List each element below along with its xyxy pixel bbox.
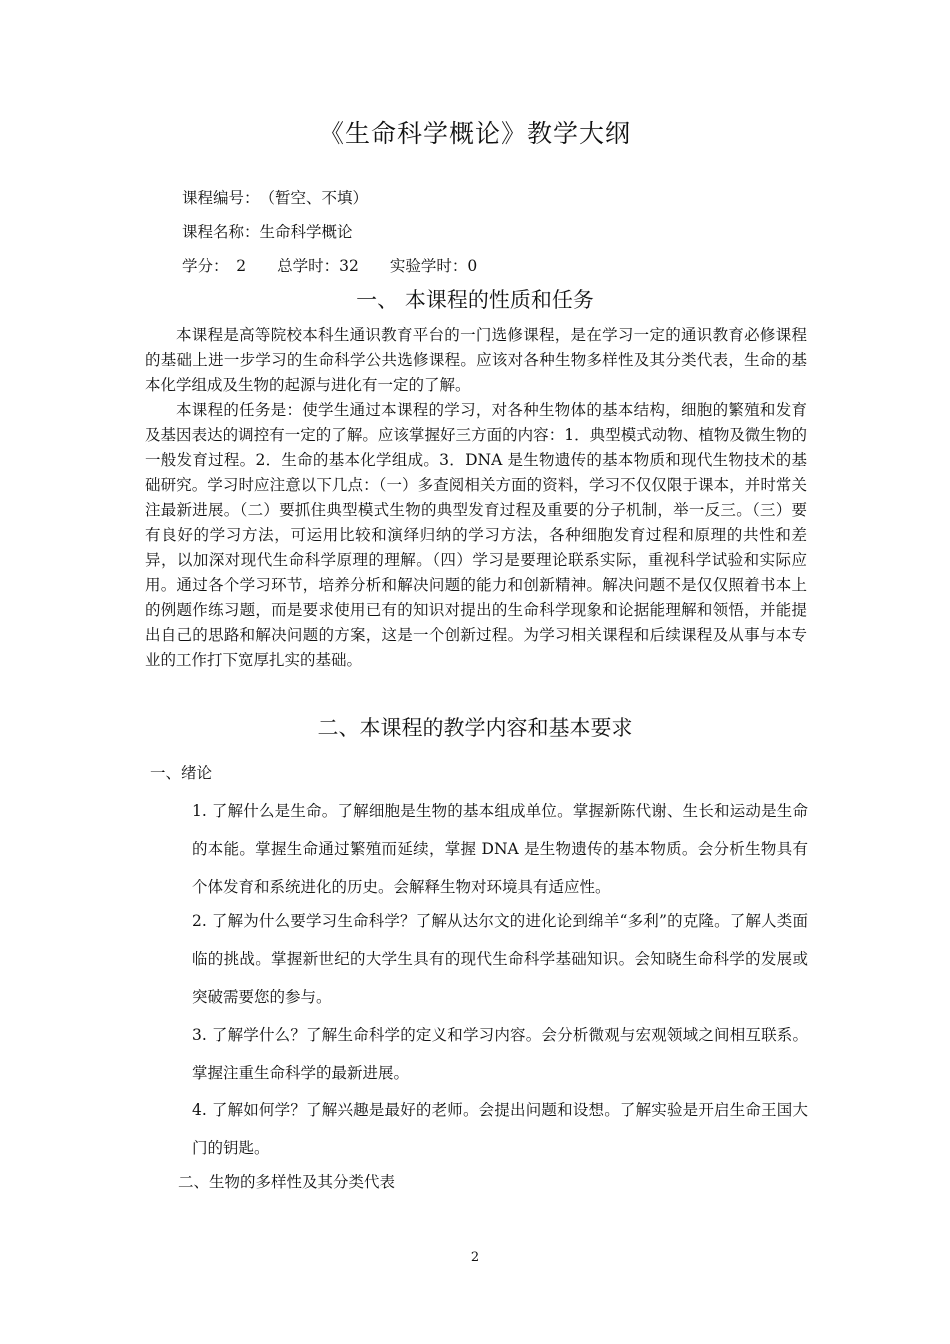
subsection-biodiversity: 二、生物的多样性及其分类代表 [178, 1173, 396, 1191]
document-title: 《生命科学概论》教学大纲 [318, 119, 631, 148]
section-1-paragraph-1: 本课程是高等院校本科生通识教育平台的一门选修课程，是在学习一定的通识教育必修课程的基础上进一步学习的生命科学公共选修课程。应该对各种生物多样性及其分类代表，生命的基本化学组成及生物的起源与进化有一定的了解。 [145, 326, 807, 394]
subsection-introduction: 一、绪论 [150, 764, 213, 782]
page-number: 2 [470, 1250, 480, 1265]
list-item: 1. 了解什么是生命。了解细胞是生物的基本组成单位。掌握新陈代谢、生长和运动是生命的本能。掌握生命通过繁殖而延续，掌握 DNA 是生物遗传的基本物质。会分析生物具有个体发育和系统进化的历史。会解释生物对环境具有适应性。 [192, 802, 808, 896]
course-hours: 学分： 2 总学时：32 实验学时：0 [182, 257, 478, 275]
section-1-paragraph-2: 本课程的任务是：使学生通过本课程的学习，对各种生物体的基本结构，细胞的繁殖和发育及基因表达的调控有一定的了解。应该掌握好三方面的内容：1．典型模式动物、植物及微生物的一般发育过程。2．生命的基本化学组成。3．DNA 是生物遗传的基本物质和现代生物技术的基础研究。学习时应注意以下几点：（一）多查阅相关方面的资料，学习不仅仅限于课本，并时常关注最新进展。（二）要抓住典型模式生物的典型发育过程及重要的分子机制，举一反三。（三）要有良好的学习方法，可运用比较和演绎归纳的学习方法，各种细胞发育过程和原理的共性和差异，以加深对现代生命科学原理的理解。（四）学习是要理论联系实际，重视科学试验和实际应用。通过各个学习环节，培养分析和解决问题的能力和创新精神。解决问题不是仅仅照着书本上的例题作练习题，而是要求使用已有的知识对提出的生命科学现象和论据能理解和领悟，并能提出自己的思路和解决问题的方案，这是一个创新过程。为学习相关课程和后续课程及从事与本专业的工作打下宽厚扎实的基础。 [145, 401, 807, 669]
course-code: 课程编号： （暂空、不填） [182, 189, 369, 207]
section-1-heading: 一、 本课程的性质和任务 [356, 288, 594, 312]
section-2-heading: 二、本课程的教学内容和基本要求 [317, 716, 633, 740]
list-item: 2. 了解为什么要学习生命科学？了解从达尔文的进化论到绵羊“多利”的克隆。了解人类面临的挑战。掌握新世纪的大学生具有的现代生命科学基础知识。会知晓生命科学的发展或突破需要您的参与。 [192, 912, 808, 1006]
list-item: 4. 了解如何学？了解兴趣是最好的老师。会提出问题和设想。了解实验是开启生命王国大门的钥匙。 [192, 1101, 808, 1157]
course-name: 课程名称：生命科学概论 [182, 223, 353, 241]
list-item: 3. 了解学什么？了解生命科学的定义和学习内容。会分析微观与宏观领域之间相互联系。掌握注重生命科学的最新进展。 [192, 1026, 808, 1082]
